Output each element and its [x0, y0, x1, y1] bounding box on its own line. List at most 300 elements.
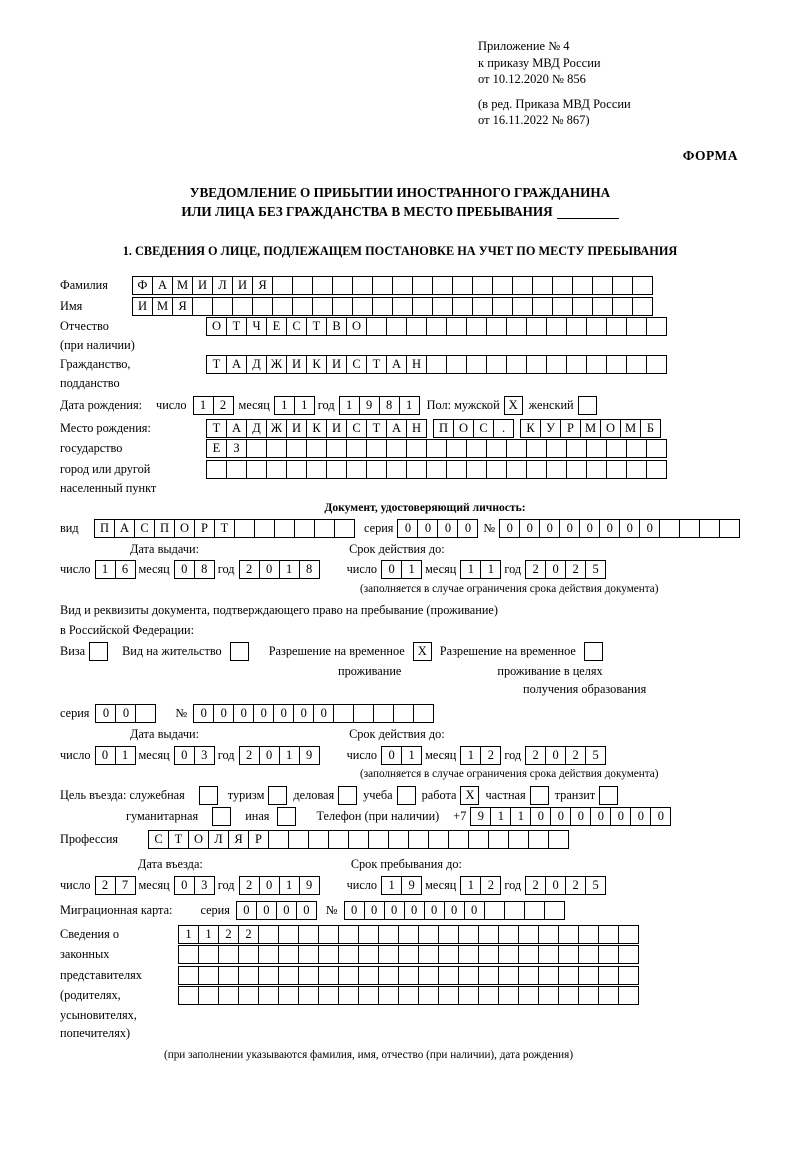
- form-cell[interactable]: [618, 966, 639, 985]
- form-cell[interactable]: [392, 297, 413, 316]
- form-cell[interactable]: [418, 925, 439, 944]
- form-cell[interactable]: 9: [299, 746, 320, 765]
- form-cell[interactable]: К: [306, 419, 327, 438]
- form-cell[interactable]: [338, 925, 359, 944]
- birth-day-input[interactable]: [193, 396, 233, 415]
- form-cell[interactable]: [406, 317, 427, 336]
- staydoc-issue-day-input[interactable]: [95, 746, 135, 765]
- form-cell[interactable]: А: [226, 419, 247, 438]
- form-cell[interactable]: [368, 830, 389, 849]
- form-cell[interactable]: 0: [95, 704, 116, 723]
- form-cell[interactable]: 0: [550, 807, 571, 826]
- form-cell[interactable]: 1: [178, 925, 199, 944]
- profession-input[interactable]: [148, 830, 568, 849]
- form-cell[interactable]: [626, 439, 647, 458]
- form-cell[interactable]: [592, 276, 613, 295]
- form-cell[interactable]: Е: [266, 317, 287, 336]
- form-cell[interactable]: 2: [525, 746, 546, 765]
- form-cell[interactable]: 2: [525, 560, 546, 579]
- form-cell[interactable]: [372, 276, 393, 295]
- form-cell[interactable]: 1: [279, 746, 300, 765]
- form-cell[interactable]: [558, 925, 579, 944]
- form-cell[interactable]: [246, 439, 267, 458]
- form-cell[interactable]: [348, 830, 369, 849]
- form-cell[interactable]: 0: [95, 746, 116, 765]
- form-cell[interactable]: [418, 945, 439, 964]
- form-cell[interactable]: Я: [172, 297, 193, 316]
- form-cell[interactable]: И: [132, 297, 153, 316]
- form-cell[interactable]: 0: [417, 519, 438, 538]
- form-cell[interactable]: [135, 704, 156, 723]
- form-cell[interactable]: [272, 297, 293, 316]
- form-cell[interactable]: [518, 966, 539, 985]
- form-cell[interactable]: [288, 830, 309, 849]
- form-cell[interactable]: [466, 355, 487, 374]
- form-cell[interactable]: 0: [444, 901, 465, 920]
- form-cell[interactable]: [538, 925, 559, 944]
- form-cell[interactable]: 1: [401, 560, 422, 579]
- form-cell[interactable]: [274, 519, 295, 538]
- form-cell[interactable]: [448, 830, 469, 849]
- form-cell[interactable]: [486, 439, 507, 458]
- form-cell[interactable]: [466, 460, 487, 479]
- form-cell[interactable]: М: [580, 419, 601, 438]
- form-cell[interactable]: З: [226, 439, 247, 458]
- form-cell[interactable]: О: [174, 519, 195, 538]
- form-cell[interactable]: С: [473, 419, 494, 438]
- name-input[interactable]: [132, 297, 652, 316]
- form-cell[interactable]: И: [286, 419, 307, 438]
- legalrep-input-line4[interactable]: [178, 986, 638, 1005]
- mc-series-input[interactable]: [236, 901, 316, 920]
- form-cell[interactable]: 0: [259, 876, 280, 895]
- form-cell[interactable]: 0: [381, 746, 402, 765]
- form-cell[interactable]: [258, 986, 279, 1005]
- form-cell[interactable]: [518, 986, 539, 1005]
- doc-issue-day-input[interactable]: [95, 560, 135, 579]
- form-cell[interactable]: 0: [293, 704, 314, 723]
- form-cell[interactable]: О: [453, 419, 474, 438]
- form-cell[interactable]: [526, 439, 547, 458]
- form-cell[interactable]: [312, 297, 333, 316]
- form-cell[interactable]: 1: [401, 746, 422, 765]
- form-cell[interactable]: [646, 439, 667, 458]
- form-cell[interactable]: [318, 986, 339, 1005]
- form-cell[interactable]: [492, 276, 513, 295]
- form-cell[interactable]: 0: [530, 807, 551, 826]
- form-cell[interactable]: [306, 439, 327, 458]
- form-cell[interactable]: И: [232, 276, 253, 295]
- form-cell[interactable]: Т: [226, 317, 247, 336]
- form-cell[interactable]: 1: [115, 746, 136, 765]
- form-cell[interactable]: [366, 439, 387, 458]
- purpose-study-checkbox[interactable]: [397, 786, 416, 805]
- form-cell[interactable]: [353, 704, 374, 723]
- form-cell[interactable]: [659, 519, 680, 538]
- form-cell[interactable]: 0: [650, 807, 671, 826]
- stay-year-input[interactable]: [525, 876, 605, 895]
- form-cell[interactable]: 0: [539, 519, 560, 538]
- form-cell[interactable]: [338, 945, 359, 964]
- surname-input[interactable]: [132, 276, 652, 295]
- form-cell[interactable]: [558, 945, 579, 964]
- form-cell[interactable]: [412, 297, 433, 316]
- form-cell[interactable]: 0: [253, 704, 274, 723]
- form-cell[interactable]: [492, 297, 513, 316]
- form-cell[interactable]: Ч: [246, 317, 267, 336]
- form-cell[interactable]: [258, 925, 279, 944]
- form-cell[interactable]: [398, 945, 419, 964]
- form-cell[interactable]: 0: [630, 807, 651, 826]
- form-cell[interactable]: У: [540, 419, 561, 438]
- form-cell[interactable]: [546, 439, 567, 458]
- form-cell[interactable]: [446, 460, 467, 479]
- form-cell[interactable]: 0: [296, 901, 317, 920]
- doc-type-input[interactable]: [94, 519, 354, 538]
- doc-valid-day-input[interactable]: [381, 560, 421, 579]
- form-cell[interactable]: [326, 439, 347, 458]
- form-cell[interactable]: [532, 276, 553, 295]
- form-cell[interactable]: 1: [279, 876, 300, 895]
- form-cell[interactable]: [506, 317, 527, 336]
- form-cell[interactable]: 0: [545, 560, 566, 579]
- form-cell[interactable]: [318, 925, 339, 944]
- form-cell[interactable]: [526, 355, 547, 374]
- form-cell[interactable]: [292, 276, 313, 295]
- temp-edu-checkbox[interactable]: [584, 642, 603, 661]
- form-cell[interactable]: [388, 830, 409, 849]
- form-cell[interactable]: [338, 986, 359, 1005]
- form-cell[interactable]: 1: [95, 560, 116, 579]
- form-cell[interactable]: О: [346, 317, 367, 336]
- form-cell[interactable]: 2: [213, 396, 234, 415]
- form-cell[interactable]: [418, 986, 439, 1005]
- form-cell[interactable]: [272, 276, 293, 295]
- form-cell[interactable]: 8: [379, 396, 400, 415]
- birthplace-input-line3[interactable]: [206, 460, 666, 479]
- form-cell[interactable]: [528, 830, 549, 849]
- form-cell[interactable]: [358, 925, 379, 944]
- form-cell[interactable]: 0: [570, 807, 591, 826]
- form-cell[interactable]: [598, 986, 619, 1005]
- form-cell[interactable]: [298, 925, 319, 944]
- form-cell[interactable]: [546, 460, 567, 479]
- form-cell[interactable]: [458, 986, 479, 1005]
- staydoc-valid-month-input[interactable]: [460, 746, 500, 765]
- form-cell[interactable]: .: [493, 419, 514, 438]
- form-cell[interactable]: А: [226, 355, 247, 374]
- form-cell[interactable]: 9: [359, 396, 380, 415]
- form-cell[interactable]: 1: [381, 876, 402, 895]
- form-cell[interactable]: [598, 925, 619, 944]
- form-cell[interactable]: [538, 945, 559, 964]
- form-cell[interactable]: [478, 925, 499, 944]
- form-cell[interactable]: 0: [115, 704, 136, 723]
- form-cell[interactable]: [406, 439, 427, 458]
- form-cell[interactable]: [392, 276, 413, 295]
- form-cell[interactable]: Я: [228, 830, 249, 849]
- form-cell[interactable]: 1: [339, 396, 360, 415]
- doc-valid-year-input[interactable]: [525, 560, 605, 579]
- stay-day-input[interactable]: [381, 876, 421, 895]
- form-cell[interactable]: [486, 355, 507, 374]
- form-cell[interactable]: Т: [206, 419, 227, 438]
- form-cell[interactable]: [478, 945, 499, 964]
- form-cell[interactable]: 9: [470, 807, 491, 826]
- form-cell[interactable]: [426, 355, 447, 374]
- form-cell[interactable]: [386, 317, 407, 336]
- form-cell[interactable]: [198, 945, 219, 964]
- form-cell[interactable]: 0: [236, 901, 257, 920]
- form-cell[interactable]: 0: [424, 901, 445, 920]
- form-cell[interactable]: [378, 925, 399, 944]
- form-cell[interactable]: [632, 276, 653, 295]
- form-cell[interactable]: [398, 986, 419, 1005]
- form-cell[interactable]: [472, 297, 493, 316]
- form-cell[interactable]: 1: [490, 807, 511, 826]
- form-cell[interactable]: [452, 297, 473, 316]
- form-cell[interactable]: [566, 317, 587, 336]
- form-cell[interactable]: [306, 460, 327, 479]
- sex-male-checkbox[interactable]: Х: [504, 396, 523, 415]
- form-cell[interactable]: 2: [565, 876, 586, 895]
- form-cell[interactable]: [558, 986, 579, 1005]
- form-cell[interactable]: [632, 297, 653, 316]
- form-cell[interactable]: Д: [246, 355, 267, 374]
- form-cell[interactable]: 0: [404, 901, 425, 920]
- form-cell[interactable]: [578, 966, 599, 985]
- form-cell[interactable]: 0: [559, 519, 580, 538]
- form-cell[interactable]: С: [286, 317, 307, 336]
- form-cell[interactable]: [618, 986, 639, 1005]
- form-cell[interactable]: [488, 830, 509, 849]
- form-cell[interactable]: [192, 297, 213, 316]
- form-cell[interactable]: [338, 966, 359, 985]
- form-cell[interactable]: 1: [399, 396, 420, 415]
- form-cell[interactable]: [558, 966, 579, 985]
- form-cell[interactable]: Т: [214, 519, 235, 538]
- form-cell[interactable]: 5: [585, 746, 606, 765]
- residence-permit-checkbox[interactable]: [230, 642, 249, 661]
- form-cell[interactable]: [606, 317, 627, 336]
- form-cell[interactable]: [398, 966, 419, 985]
- form-cell[interactable]: Т: [306, 317, 327, 336]
- form-cell[interactable]: [498, 925, 519, 944]
- doc-issue-month-input[interactable]: [174, 560, 214, 579]
- form-cell[interactable]: [586, 355, 607, 374]
- form-cell[interactable]: [518, 945, 539, 964]
- form-cell[interactable]: 1: [274, 396, 295, 415]
- form-cell[interactable]: [506, 439, 527, 458]
- form-cell[interactable]: 0: [457, 519, 478, 538]
- form-cell[interactable]: 1: [510, 807, 531, 826]
- form-cell[interactable]: [478, 966, 499, 985]
- form-cell[interactable]: [258, 945, 279, 964]
- form-cell[interactable]: 2: [480, 876, 501, 895]
- form-cell[interactable]: [386, 439, 407, 458]
- doc-number-input[interactable]: [499, 519, 739, 538]
- form-cell[interactable]: Т: [366, 419, 387, 438]
- form-cell[interactable]: Н: [406, 355, 427, 374]
- form-cell[interactable]: П: [433, 419, 454, 438]
- form-cell[interactable]: 0: [313, 704, 334, 723]
- entry-day-input[interactable]: [95, 876, 135, 895]
- form-cell[interactable]: [266, 460, 287, 479]
- form-cell[interactable]: [606, 439, 627, 458]
- form-cell[interactable]: [598, 945, 619, 964]
- form-cell[interactable]: [618, 945, 639, 964]
- birth-year-input[interactable]: [339, 396, 419, 415]
- form-cell[interactable]: Н: [406, 419, 427, 438]
- form-cell[interactable]: [178, 966, 199, 985]
- entry-year-input[interactable]: [239, 876, 319, 895]
- form-cell[interactable]: И: [326, 355, 347, 374]
- form-cell[interactable]: [566, 439, 587, 458]
- form-cell[interactable]: 2: [480, 746, 501, 765]
- form-cell[interactable]: [512, 297, 533, 316]
- birthplace-input-line1[interactable]: [206, 419, 660, 438]
- form-cell[interactable]: [378, 986, 399, 1005]
- form-cell[interactable]: [226, 460, 247, 479]
- form-cell[interactable]: [178, 945, 199, 964]
- form-cell[interactable]: 0: [610, 807, 631, 826]
- form-cell[interactable]: [468, 830, 489, 849]
- form-cell[interactable]: [333, 704, 354, 723]
- form-cell[interactable]: [478, 986, 499, 1005]
- form-cell[interactable]: 2: [239, 746, 260, 765]
- form-cell[interactable]: О: [188, 830, 209, 849]
- form-cell[interactable]: 0: [233, 704, 254, 723]
- form-cell[interactable]: [578, 945, 599, 964]
- form-cell[interactable]: [318, 945, 339, 964]
- form-cell[interactable]: Т: [366, 355, 387, 374]
- form-cell[interactable]: [408, 830, 429, 849]
- form-cell[interactable]: [606, 355, 627, 374]
- form-cell[interactable]: [358, 966, 379, 985]
- form-cell[interactable]: 2: [525, 876, 546, 895]
- form-cell[interactable]: [646, 460, 667, 479]
- form-cell[interactable]: Б: [640, 419, 661, 438]
- purpose-humanitarian-checkbox[interactable]: [212, 807, 231, 826]
- form-cell[interactable]: Д: [246, 419, 267, 438]
- form-cell[interactable]: [498, 966, 519, 985]
- form-cell[interactable]: [238, 986, 259, 1005]
- form-cell[interactable]: [234, 519, 255, 538]
- form-cell[interactable]: 1: [294, 396, 315, 415]
- form-cell[interactable]: [452, 276, 473, 295]
- form-cell[interactable]: [504, 901, 525, 920]
- form-cell[interactable]: [458, 925, 479, 944]
- form-cell[interactable]: 0: [174, 560, 195, 579]
- form-cell[interactable]: [278, 986, 299, 1005]
- form-cell[interactable]: [246, 460, 267, 479]
- doc-series-input[interactable]: [397, 519, 477, 538]
- form-cell[interactable]: [298, 986, 319, 1005]
- form-cell[interactable]: 0: [364, 901, 385, 920]
- form-cell[interactable]: В: [326, 317, 347, 336]
- form-cell[interactable]: [446, 317, 467, 336]
- form-cell[interactable]: 2: [218, 925, 239, 944]
- form-cell[interactable]: [278, 925, 299, 944]
- form-cell[interactable]: И: [286, 355, 307, 374]
- form-cell[interactable]: [314, 519, 335, 538]
- form-cell[interactable]: 8: [194, 560, 215, 579]
- form-cell[interactable]: 1: [480, 560, 501, 579]
- form-cell[interactable]: [548, 830, 569, 849]
- form-cell[interactable]: [544, 901, 565, 920]
- form-cell[interactable]: [646, 317, 667, 336]
- phone-input[interactable]: [470, 807, 670, 826]
- form-cell[interactable]: [438, 925, 459, 944]
- birthplace-input-line2[interactable]: [206, 439, 666, 458]
- form-cell[interactable]: [372, 297, 393, 316]
- form-cell[interactable]: [386, 460, 407, 479]
- form-cell[interactable]: 0: [599, 519, 620, 538]
- form-cell[interactable]: 2: [565, 560, 586, 579]
- form-cell[interactable]: [406, 460, 427, 479]
- form-cell[interactable]: Л: [208, 830, 229, 849]
- form-cell[interactable]: [238, 945, 259, 964]
- form-cell[interactable]: [618, 925, 639, 944]
- form-cell[interactable]: 0: [193, 704, 214, 723]
- form-cell[interactable]: [508, 830, 529, 849]
- form-cell[interactable]: 0: [639, 519, 660, 538]
- form-cell[interactable]: [532, 297, 553, 316]
- form-cell[interactable]: Р: [194, 519, 215, 538]
- form-cell[interactable]: [699, 519, 720, 538]
- form-cell[interactable]: [298, 966, 319, 985]
- form-cell[interactable]: О: [206, 317, 227, 336]
- form-cell[interactable]: А: [114, 519, 135, 538]
- form-cell[interactable]: [538, 986, 559, 1005]
- form-cell[interactable]: [432, 297, 453, 316]
- form-cell[interactable]: [418, 966, 439, 985]
- form-cell[interactable]: [446, 439, 467, 458]
- staydoc-issue-year-input[interactable]: [239, 746, 319, 765]
- temp-residence-checkbox[interactable]: Х: [413, 642, 432, 661]
- form-cell[interactable]: [428, 830, 449, 849]
- form-cell[interactable]: [334, 519, 355, 538]
- form-cell[interactable]: [294, 519, 315, 538]
- form-cell[interactable]: [552, 297, 573, 316]
- form-cell[interactable]: 0: [259, 560, 280, 579]
- form-cell[interactable]: 9: [401, 876, 422, 895]
- form-cell[interactable]: [626, 460, 647, 479]
- form-cell[interactable]: 0: [174, 876, 195, 895]
- form-cell[interactable]: [646, 355, 667, 374]
- form-cell[interactable]: [524, 901, 545, 920]
- form-cell[interactable]: 0: [384, 901, 405, 920]
- form-cell[interactable]: [586, 439, 607, 458]
- form-cell[interactable]: Т: [206, 355, 227, 374]
- form-cell[interactable]: [546, 317, 567, 336]
- form-cell[interactable]: 0: [174, 746, 195, 765]
- form-cell[interactable]: 1: [460, 876, 481, 895]
- form-cell[interactable]: 1: [460, 560, 481, 579]
- form-cell[interactable]: [238, 966, 259, 985]
- form-cell[interactable]: 3: [194, 876, 215, 895]
- purpose-other-checkbox[interactable]: [277, 807, 296, 826]
- form-cell[interactable]: [218, 986, 239, 1005]
- form-cell[interactable]: [679, 519, 700, 538]
- form-cell[interactable]: [486, 317, 507, 336]
- form-cell[interactable]: Р: [560, 419, 581, 438]
- form-cell[interactable]: Ж: [266, 355, 287, 374]
- form-cell[interactable]: [346, 439, 367, 458]
- form-cell[interactable]: 3: [194, 746, 215, 765]
- form-cell[interactable]: Е: [206, 439, 227, 458]
- doc-valid-month-input[interactable]: [460, 560, 500, 579]
